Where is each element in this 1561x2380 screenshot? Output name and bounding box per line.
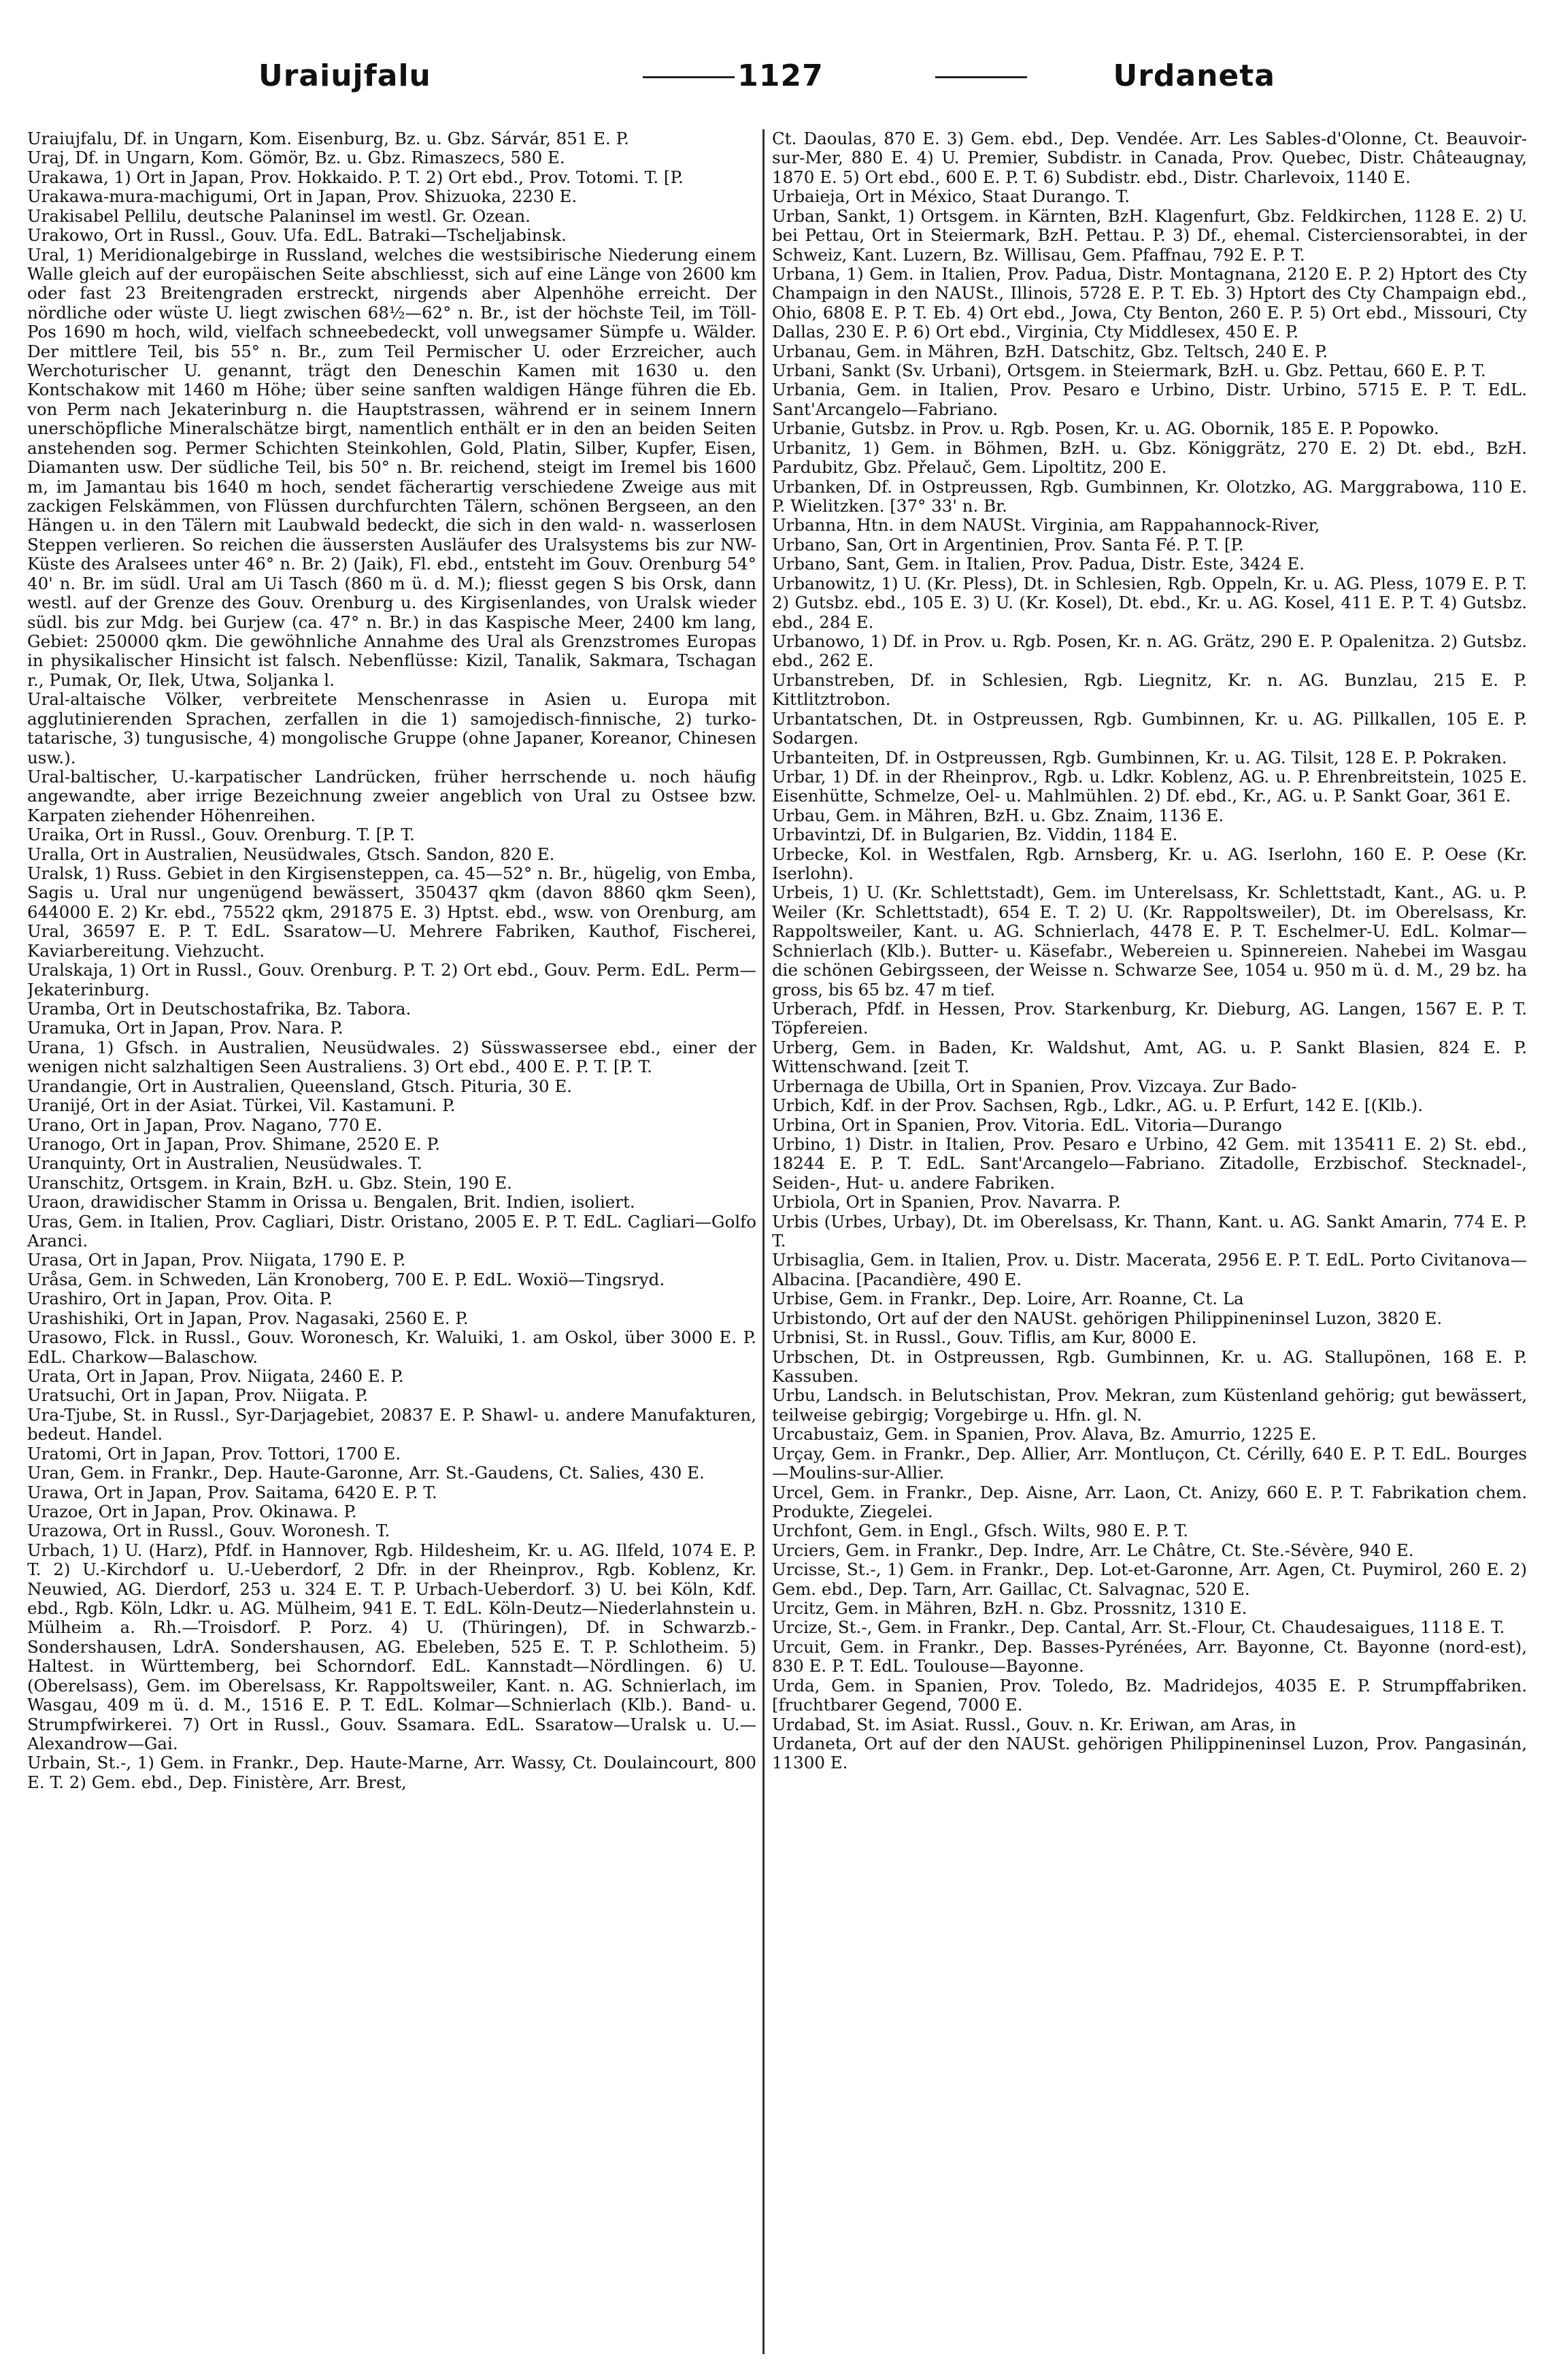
dictionary-entry: Urbani, Sankt (Sv. Urbani), Ortsgem. in Steiermark, BzH. u. Gbz. Pettau, 660 E. P. T. <box>772 361 1486 381</box>
dictionary-entry: Urbnisi, St. in Russl., Gouv. Tiflis, am Kur, 8000 E. <box>772 1327 1197 1348</box>
dictionary-entry: Urana, 1) Gfsch. in Australien, Neusüdwales. 2) Süsswassersee ebd., einer der wenigen nicht salzhaltigen Seen Australiens. 3) Ort ebd., 400 E. P. T. [P. T. <box>27 1037 756 1077</box>
left-column <box>27 129 756 2354</box>
dictionary-entry: Urbistondo, Ort auf der den NAUSt. gehörigen Philippineninsel Luzon, 3820 E. <box>772 1308 1443 1328</box>
dictionary-entry: Ura-Tjube, St. in Russl., Syr-Darjagebiet, 20837 E. P. Shawl- u. andere Manufakturen, bedeut. Handel. <box>27 1404 756 1444</box>
dictionary-entry: Urashiro, Ort in Japan, Prov. Oita. P. <box>27 1289 333 1309</box>
dictionary-entry: Urbantatschen, Dt. in Ostpreussen, Rgb. Gumbinnen, Kr. u. AG. Pillkallen, 105 E. P. Sodargen. <box>772 708 1527 748</box>
dictionary-entry: Ural-baltischer, U.-karpatischer Landrücken, früher herrschende u. noch häufig angewandte, aber irrige Bezeichnung zweier angeblich von Ural zu Ostsee bzw. Karpaten ziehender Höhenreihen. <box>27 766 756 825</box>
dictionary-entry: Urbiola, Ort in Spanien, Prov. Navarra. P. <box>772 1192 1121 1212</box>
dictionary-entry: Urbaieja, Ort in México, Staat Durango. T. <box>772 186 1130 207</box>
dictionary-entry: Uranogo, Ort in Japan, Prov. Shimane, 2520 E. P. <box>27 1134 440 1154</box>
dictionary-entry: Urberach, Pfdf. in Hessen, Prov. Starkenburg, Kr. Dieburg, AG. Langen, 1567 E. P. T. Töpfereien. <box>772 998 1527 1038</box>
dictionary-entry: Urasowo, Flck. in Russl., Gouv. Woronesch, Kr. Waluiki, 1. am Oskol, über 3000 E. P. EdL. Charkow—Balaschow. <box>27 1327 756 1367</box>
dictionary-entry: Urdabad, St. im Asiat. Russl., Gouv. n. Kr. Eriwan, am Aras, in <box>772 1714 1296 1734</box>
dictionary-entry: Urbeis, 1) U. (Kr. Schlettstadt), Gem. im Unterelsass, Kr. Schlettstadt, Kant., AG. u. P. Weiler (Kr. Schlettstadt), 654 E. T. 2) U. (Kr. Rappoltsweiler), Dt. im Oberelsass, Kr. Rappoltsweiler, Kant. u. AG. Schnierlach, 4478 E. P. T. Eschelmer-U. EdL. Kolmar—Schnierlach (Klb.). Butter- u. Käsefabr., Webereien u. Spinnereien. Nahebei im Wasgau die schönen Gebirgsseen, der Weisse n. Schwarze See, 1054 u. 950 m ü. d. M., 29 bz. ha gross, bis 65 bz. 47 m tief. <box>772 882 1527 999</box>
dictionary-entry: Urçay, Gem. in Frankr., Dep. Allier, Arr. Montluçon, Ct. Cérilly, 640 E. P. T. EdL. Bourges—Moulins-sur-Allier. <box>772 1443 1527 1483</box>
header-dash-right <box>935 76 1027 78</box>
dictionary-entry: Urashishiki, Ort in Japan, Prov. Nagasaki, 2560 E. P. <box>27 1308 469 1328</box>
dictionary-entry: Urbanken, Df. in Ostpreussen, Rgb. Gumbinnen, Kr. Olotzko, AG. Marggrabowa, 110 E. P. Wielitzken. [37° 33' n. Br. <box>772 476 1527 516</box>
dictionary-entry: Urbania, Gem. in Italien, Prov. Pesaro e Urbino, Distr. Urbino, 5715 E. P. T. EdL. Sant'Arcangelo—Fabriano. <box>772 380 1527 419</box>
dictionary-entry: Urbernaga de Ubilla, Ort in Spanien, Prov. Vizcaya. Zur Bado- <box>772 1076 1297 1096</box>
dictionary-entry: Urbschen, Dt. in Ostpreussen, Rgb. Gumbinnen, Kr. u. AG. Stallupönen, 168 E. P. Kassuben. <box>772 1346 1527 1386</box>
dictionary-entry: Urasa, Ort in Japan, Prov. Niigata, 1790 E. P. <box>27 1250 406 1270</box>
dictionary-entry: Urandangie, Ort in Australien, Queensland, Gtsch. Pituria, 30 E. <box>27 1076 573 1096</box>
dictionary-entry: Uratomi, Ort in Japan, Prov. Tottori, 1700 E. <box>27 1443 401 1464</box>
dictionary-entry: Urbano, Sant, Gem. in Italien, Prov. Padua, Distr. Este, 3424 E. <box>772 554 1305 574</box>
dictionary-entry: Urbar, 1) Df. in der Rheinprov., Rgb. u. Ldkr. Koblenz, AG. u. P. Ehrenbreitstein, 1025 E. Eisenhütte, Schmelze, Oel- u. Mahlmühlen. 2) Df. ebd., Kr., AG. u. P. Sankt Goar, 361 E. <box>772 766 1527 806</box>
dictionary-entry: Urbano, San, Ort in Argentinien, Prov. Santa Fé. P. T. [P. <box>772 534 1244 555</box>
dictionary-entry: Urakawa, 1) Ort in Japan, Prov. Hokkaido. P. T. 2) Ort ebd., Prov. Totomi. T. [P. <box>27 167 684 187</box>
dictionary-entry: Urberg, Gem. in Baden, Kr. Waldshut, Amt, AG. u. P. Sankt Blasien, 824 E. P. Wittenschwand. [zeit T. <box>772 1037 1527 1077</box>
dictionary-entry: Uras, Gem. in Italien, Prov. Cagliari, Distr. Oristano, 2005 E. P. T. EdL. Cagliari—Golfo Aranci. <box>27 1211 756 1251</box>
dictionary-entry: Uraon, drawidischer Stamm in Orissa u. Bengalen, Brit. Indien, isoliert. <box>27 1192 635 1212</box>
dictionary-entry: Uraika, Ort in Russl., Gouv. Orenburg. T. [P. T. <box>27 825 415 845</box>
dictionary-entry: Urbavintzi, Df. in Bulgarien, Bz. Viddin, 1184 E. <box>772 825 1178 845</box>
dictionary-entry: Urdaneta, Ort auf der den NAUSt. gehörigen Philippineninsel Luzon, Prov. Pangasinán, 11300 E. <box>772 1734 1527 1773</box>
dictionary-entry: Uralla, Ort in Australien, Neusüdwales, Gtsch. Sandon, 820 E. <box>27 844 555 864</box>
dictionary-entry: Ct. Daoulas, 870 E. 3) Gem. ebd., Dep. Vendée. Arr. Les Sables-d'Olonne, Ct. Beauvoir-sur-Mer, 880 E. 4) U. Premier, Subdistr. in Canada, Prov. Quebec, Distr. Châteaugnay, 1870 E. 5) Ort ebd., 600 E. P. T. 6) Subdistr. ebd., Distr. Charlevoix, 1140 E. <box>772 129 1527 187</box>
dictionary-entry: Uranijé, Ort in der Asiat. Türkei, Vil. Kastamuni. P. <box>27 1095 456 1116</box>
dictionary-entry: Uratsuchi, Ort in Japan, Prov. Niigata. P. <box>27 1385 369 1406</box>
dictionary-entry: Uråsa, Gem. in Schweden, Län Kronoberg, 700 E. P. EdL. Woxiö—Tingsryd. <box>27 1269 665 1289</box>
dictionary-entry: Urbanau, Gem. in Mähren, BzH. Datschitz, Gbz. Teltsch, 240 E. P. <box>772 341 1328 361</box>
dictionary-entry: Uraiujfalu, Df. in Ungarn, Kom. Eisenburg, Bz. u. Gbz. Sárvár, 851 E. P. <box>27 129 629 148</box>
dictionary-entry: Urawa, Ort in Japan, Prov. Saitama, 6420 E. P. T. <box>27 1482 437 1502</box>
dictionary-entry: Urcel, Gem. in Frankr., Dep. Aisne, Arr. Laon, Ct. Anizy, 660 E. P. T. Fabrikation chem. Produkte, Ziegelei. <box>772 1482 1527 1521</box>
header-left-term: Uraiujfalu <box>258 59 431 93</box>
dictionary-entry: Urbau, Gem. in Mähren, BzH. u. Gbz. Znaim, 1136 E. <box>772 805 1224 825</box>
dictionary-entry: Urbanowitz, 1) U. (Kr. Pless), Dt. in Schlesien, Rgb. Oppeln, Kr. u. AG. Pless, 1079 E. P. T. 2) Gutsbz. ebd., 105 E. 3) U. (Kr. Kosel), Dt. ebd., Kr. u. AG. Kosel, 411 E. P. T. 4) Gutsbz. ebd., 284 E. <box>772 573 1527 632</box>
dictionary-entry: Uramuka, Ort in Japan, Prov. Nara. P. <box>27 1018 343 1038</box>
dictionary-entry: Urciers, Gem. in Frankr., Dep. Indre, Arr. Le Châtre, Ct. Ste.-Sévère, 940 E. <box>772 1540 1414 1560</box>
dictionary-entry: Urbanstreben, Df. in Schlesien, Rgb. Liegnitz, Kr. n. AG. Bunzlau, 215 E. P. Kittlitztrobon. <box>772 670 1527 710</box>
dictionary-entry: Uran, Gem. in Frankr., Dep. Haute-Garonne, Arr. St.-Gaudens, Ct. Salies, 430 E. <box>27 1463 705 1483</box>
dictionary-entry: Uranschitz, Ortsgem. in Krain, BzH. u. Gbz. Stein, 190 E. <box>27 1172 512 1193</box>
dictionary-entry: Uralsk, 1) Russ. Gebiet in den Kirgisensteppen, ca. 45—52° n. Br., hügelig, von Emba, Sagis u. Ural nur ungenügend bewässert, 350437 qkm (davon 8860 qkm Seen), 644000 E. 2) Kr. ebd., 75522 qkm, 291875 E. 3) Hptst. ebd., wsw. von Orenburg, am Ural, 36597 E. P. T. EdL. Ssaratow—U. Mehrere Fabriken, Kauthof, Fischerei, Kaviarbereitung. Viehzucht. <box>27 863 756 961</box>
dictionary-entry: Urano, Ort in Japan, Prov. Nagano, 770 E. <box>27 1114 383 1135</box>
dictionary-entry: Urazowa, Ort in Russl., Gouv. Woronesh. T. <box>27 1521 390 1541</box>
header-right-term: Urdaneta <box>1113 59 1275 93</box>
dictionary-entry: Urbecke, Kol. in Westfalen, Rgb. Arnsberg, Kr. u. AG. Iserlohn, 160 E. P. Oese (Kr. Iserlohn). <box>772 844 1527 884</box>
dictionary-entry: Urazoe, Ort in Japan, Prov. Okinawa. P. <box>27 1501 357 1521</box>
dictionary-entry: Urcabustaiz, Gem. in Spanien, Prov. Alava, Bz. Amurrio, 1225 E. <box>772 1424 1317 1444</box>
dictionary-entry: Urbis (Urbes, Urbay), Dt. im Oberelsass, Kr. Thann, Kant. u. AG. Sankt Amarin, 774 E. P. T. <box>772 1211 1527 1251</box>
dictionary-entry: Urbina, Ort in Spanien, Prov. Vitoria. EdL. Vitoria—Durango <box>772 1114 1282 1135</box>
dictionary-entry: Urbanna, Htn. in dem NAUSt. Virginia, am Rappahannock-River, <box>772 515 1320 535</box>
dictionary-entry: Urban, Sankt, 1) Ortsgem. in Kärnten, BzH. Klagenfurt, Gbz. Feldkirchen, 1128 E. 2) U. bei Pettau, Ort in Steiermark, BzH. Pettau. P. 3) Df., ehemal. Cisterciensorabtei, in der Schweiz, Kant. Luzern, Bz. Willisau, Gem. Pfaffnau, 792 E. P. T. <box>772 205 1527 265</box>
dictionary-entry: Uraj, Df. in Ungarn, Kom. Gömör, Bz. u. Gbz. Rimaszecs, 580 E. <box>27 148 565 168</box>
page-header <box>245 56 1316 103</box>
page-number: 1127 <box>737 59 824 93</box>
dictionary-entry: Urbana, 1) Gem. in Italien, Prov. Padua, Distr. Montagnana, 2120 E. P. 2) Hptort des Cty Champaign in den NAUSt., Illinois, 5728 E. P. T. Eb. 3) Hptort des Cty Champaign ebd., Ohio, 6808 E. P. T. Eb. 4) Ort ebd., Jowa, Cty Benton, 260 E. P. 5) Ort ebd., Missouri, Cty Dallas, 230 E. P. 6) Ort ebd., Virginia, Cty Middlesex, 450 E. P. <box>772 263 1527 342</box>
dictionary-entry: Ural-altaische Völker, verbreitete Menschenrasse in Asien u. Europa mit agglutinierenden Sprachen, zerfallen in die 1) samojedisch-finnische, 2) turko-tatarische, 3) tungusische, 4) mongolische Gruppe (ohne Japaner, Koreanor, Chinesen usw.). <box>27 689 756 767</box>
dictionary-entry: Urbino, 1) Distr. in Italien, Prov. Pesaro e Urbino, 42 Gem. mit 135411 E. 2) St. ebd., 18244 E. P. T. EdL. Sant'Arcangelo—Fabriano. Zitadolle, Erzbischof. Stecknadel-, Seiden-, Hut- u. andere Fabriken. <box>772 1134 1527 1193</box>
dictionary-entry: Urata, Ort in Japan, Prov. Niigata, 2460 E. P. <box>27 1366 404 1386</box>
right-column <box>772 129 1527 2354</box>
dictionary-entry: Urakisabel Pellilu, deutsche Palaninsel im westl. Gr. Ozean. <box>27 205 531 226</box>
dictionary-entry: Urbu, Landsch. in Belutschistan, Prov. Mekran, zum Küstenland gehörig; gut bewässert, teilweise gebirgig; Vorgebirge u. Hfn. gl. N. <box>772 1385 1527 1425</box>
dictionary-entry: Urakawa-mura-machigumi, Ort in Japan, Prov. Shizuoka, 2230 E. <box>27 186 577 207</box>
dictionary-entry: Uranquinty, Ort in Australien, Neusüdwales. T. <box>27 1153 422 1174</box>
column-divider <box>762 129 765 2354</box>
dictionary-entry: Urbanteiten, Df. in Ostpreussen, Rgb. Gumbinnen, Kr. u. AG. Tilsit, 128 E. P. Pokraken. <box>772 747 1507 767</box>
dictionary-entry: Urda, Gem. in Spanien, Prov. Toledo, Bz. Madridejos, 4035 E. P. Strumpffabriken. [fruchtbarer Gegend, 7000 E. <box>772 1675 1527 1715</box>
dictionary-entry: Urcize, St.-, Gem. in Frankr., Dep. Cantal, Arr. St.-Flour, Ct. Chaudesaigues, 1118 E. T. <box>772 1617 1505 1638</box>
dictionary-entry: Urbanie, Gutsbz. in Prov. u. Rgb. Posen, Kr. u. AG. Obornik, 185 E. P. Popowko. <box>772 418 1439 439</box>
dictionary-entry: Urchfont, Gem. in Engl., Gfsch. Wilts, 980 E. P. T. <box>772 1521 1189 1541</box>
dictionary-entry: Urbisaglia, Gem. in Italien, Prov. u. Distr. Macerata, 2956 E. P. T. EdL. Porto Civitanova—Albacina. [Pacandière, 490 E. <box>772 1250 1527 1289</box>
dictionary-entry: Urakowo, Ort in Russl., Gouv. Ufa. EdL. Batraki—Tscheljabinsk. <box>27 225 567 246</box>
dictionary-entry: Ural, 1) Meridionalgebirge in Russland, welches die westsibirische Niederung einem Walle gleich auf der europäischen Seite abschliesst, sich auf eine Länge von 2600 km oder fast 23 Breitengraden erstreckt, nirgends aber Alpenhöhe erreicht. Der nördliche oder wüste U. liegt zwischen 68½—62° n. Br., ist der höchste Teil, im Töll-Pos 1690 m hoch, wild, vielfach schneebedeckt, voll unwegsamer Sümpfe u. Wälder. Der mittlere Teil, bis 55° n. Br., zum Teil Permischer U. oder Erzreicher, auch Werchoturischer U. genannt, trägt den Deneschin Kamen mit 1630 u. den Kontschakow mit 1460 m Höhe; über seine sanften waldigen Hänge führen die Eb. von Perm nach Jekaterinburg n. die Hauptstrassen, während er in seinem Innern unerschöpfliche Mineralschätze birgt, namentlich enthält er in den an beiden Seiten anstehenden sog. Permer Schichten Steinkohlen, Gold, Platin, Silber, Kupfer, Eisen, Diamanten usw. Der südliche Teil, bis 50° n. Br. reichend, steigt im Iremel bis 1600 m, im Jamantau bis 1640 m hoch, sendet fächerartig verschiedene Zweige aus mit zackigen Felskämmen, von Flüssen durchfurchten Tälern, schönen Bergseen, an den Hängen u. in den Tälern mit Laubwald bedeckt, die sich in den wald- n. wasserlosen Steppen verlieren. So reichen die äussersten Ausläufer des Uralsystems bis zur NW-Küste des Aralsees unter 46° n. Br. 2) (Jaik), Fl. ebd., entsteht im Gouv. Orenburg 54° 40' n. Br. im südl. Ural am Ui Tasch (860 m ü. d. M.); fliesst gegen S bis Orsk, dann westl. auf der Grenze des Gouv. Orenburg u. des Kirgisenlandes, von Uralsk wieder südl. bis zur Mdg. bei Gurjew (ca. 47° n. Br.) in das Kaspische Meer, 2400 km lang, Gebiet: 250000 qkm. Die gewöhnliche Annahme des Ural als Grenzstromes Europas in physikalischer Hinsicht ist falsch. Nebenflüsse: Kizil, Tanalik, Sakmara, Tschagan r., Pumak, Or, Ilek, Utwa, Soljanka l. <box>27 244 756 690</box>
dictionary-entry: Urbain, St.-, 1) Gem. in Frankr., Dep. Haute-Marne, Arr. Wassy, Ct. Doulaincourt, 800 E. T. 2) Gem. ebd., Dep. Finistère, Arr. Brest, <box>27 1753 756 1792</box>
dictionary-entry: Uralskaja, 1) Ort in Russl., Gouv. Orenburg. P. T. 2) Ort ebd., Gouv. Perm. EdL. Perm—Jekaterinburg. <box>27 960 756 999</box>
dictionary-entry: Urbanowo, 1) Df. in Prov. u. Rgb. Posen, Kr. n. AG. Grätz, 290 E. P. Opalenitza. 2) Gutsbz. ebd., 262 E. <box>772 631 1527 671</box>
dictionary-entry: Urcuit, Gem. in Frankr., Dep. Basses-Pyrénées, Arr. Bayonne, Ct. Bayonne (nord-est), 830 E. P. T. EdL. Toulouse—Bayonne. <box>772 1636 1527 1676</box>
dictionary-entry: Urbich, Kdf. in der Prov. Sachsen, Rgb., Ldkr., AG. u. P. Erfurt, 142 E. [(Klb.). <box>772 1095 1424 1116</box>
dictionary-entry: Urcisse, St.-, 1) Gem. in Frankr., Dep. Lot-et-Garonne, Arr. Agen, Ct. Puymirol, 260 E. 2) Gem. ebd., Dep. Tarn, Arr. Gaillac, Ct. Salvagnac, 520 E. <box>772 1559 1527 1599</box>
dictionary-entry: Urbanitz, 1) Gem. in Böhmen, BzH. u. Gbz. Königgrätz, 270 E. 2) Dt. ebd., BzH. Pardubitz, Gbz. Přelauč, Gem. Lipoltitz, 200 E. <box>772 437 1527 478</box>
dictionary-entry: Urcitz, Gem. in Mähren, BzH. n. Gbz. Prossnitz, 1310 E. <box>772 1598 1247 1619</box>
dictionary-entry: Uramba, Ort in Deutschostafrika, Bz. Tabora. <box>27 998 412 1019</box>
dictionary-entry: Urbach, 1) U. (Harz), Pfdf. in Hannover, Rgb. Hildesheim, Kr. u. AG. Ilfeld, 1074 E. P. T. 2) U.-Kirchdorf u. U.-Ueberdorf, 2 Dfr. in der Rheinprov., Rgb. Koblenz, Kr. Neuwied, AG. Dierdorf, 253 u. 324 E. T. P. Urbach-Ueberdorf. 3) U. bei Köln, Kdf. ebd., Rgb. Köln, Ldkr. u. AG. Mülheim, 941 E. T. EdL. Köln-Deutz—Niederlahnstein u. Mülheim a. Rh.—Troisdorf. P. Porz. 4) U. (Thüringen), Df. in Schwarzb.-Sondershausen, LdrA. Sondershausen, AG. Ebeleben, 525 E. T. P. Schlotheim. 5) Haltest. in Württemberg, bei Schorndorf. EdL. Kannstadt—Nördlingen. 6) U. (Oberelsass), Gem. im Oberelsass, Kr. Rappoltsweiler, Kant. n. AG. Schnierlach, im Wasgau, 409 m ü. d. M., 1516 E. P. T. EdL. Kolmar—Schnierlach (Klb.). Band- u. Strumpfwirkerei. 7) Ort in Russl., Gouv. Ssamara. EdL. Ssaratow—Uralsk u. U.—Alexandrow—Gai. <box>27 1540 756 1754</box>
dictionary-entry: Urbise, Gem. in Frankr., Dep. Loire, Arr. Roanne, Ct. La <box>772 1289 1244 1309</box>
